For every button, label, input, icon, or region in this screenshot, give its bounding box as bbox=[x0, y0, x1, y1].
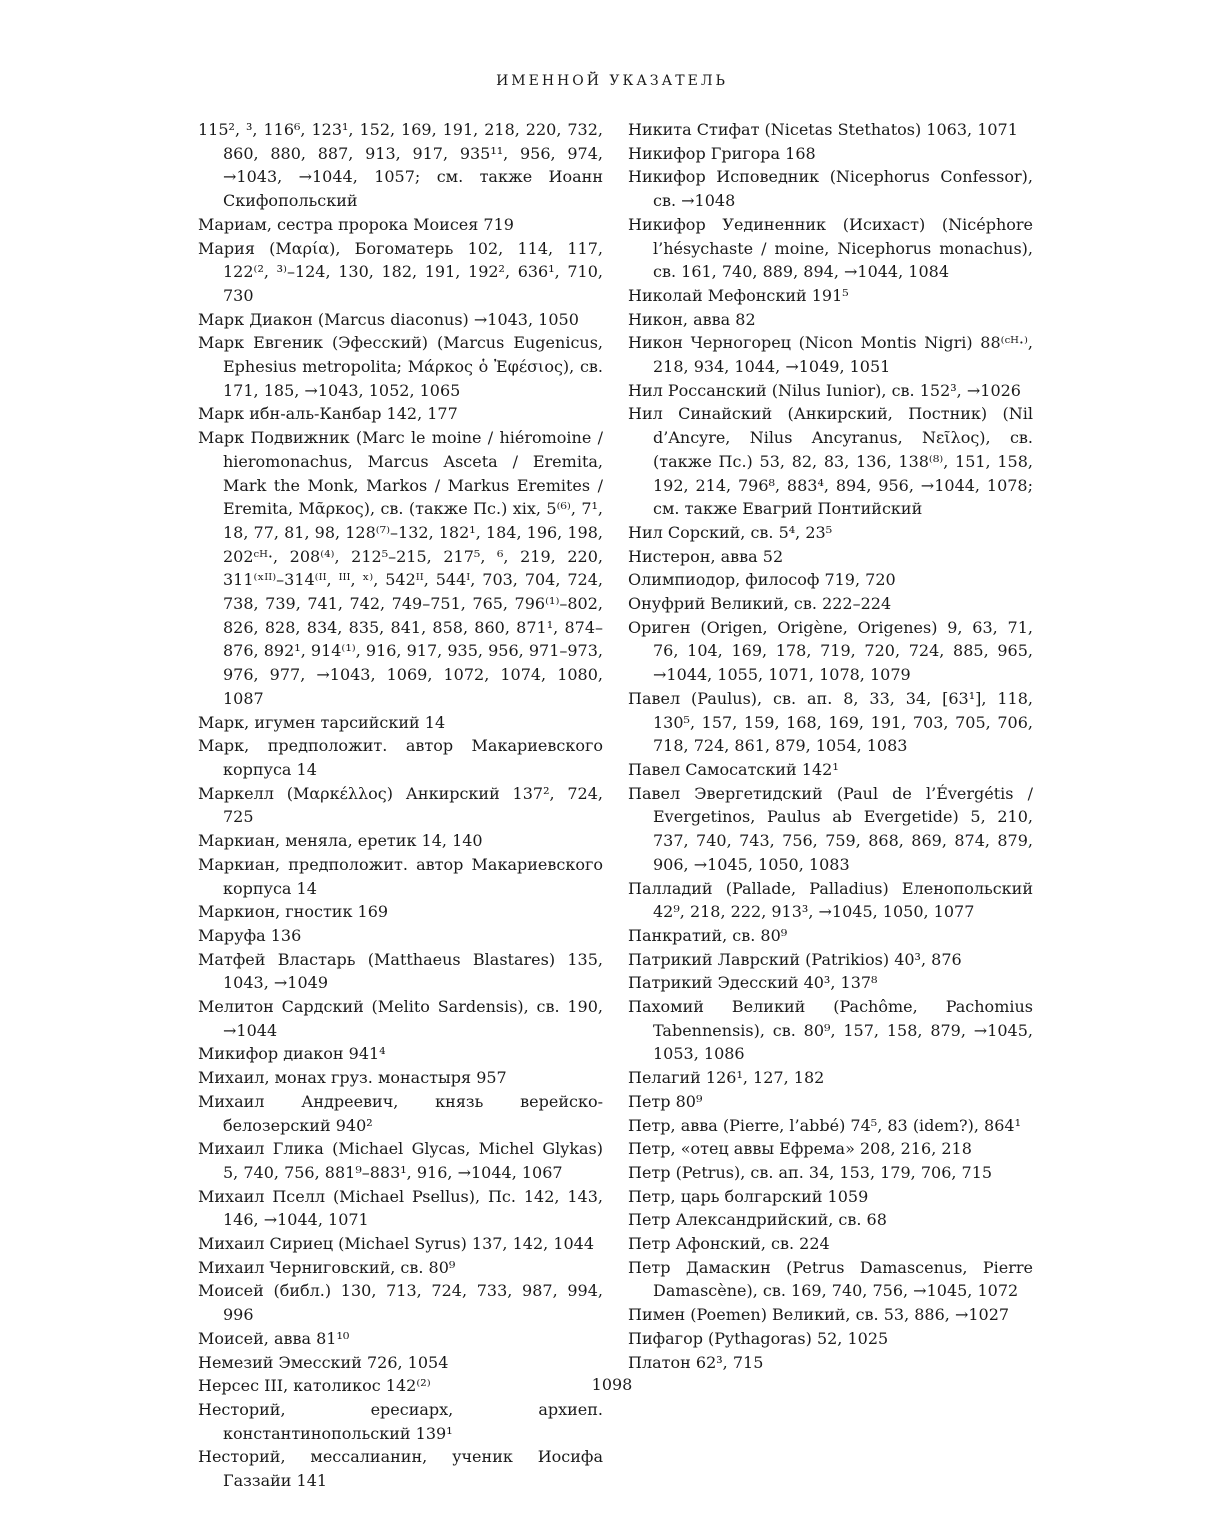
index-entry: Онуфрий Великий, св. 222–224 bbox=[628, 594, 892, 614]
index-entry: Никифор Григора 168 bbox=[628, 143, 816, 163]
index-entry: Маруфа 136 bbox=[198, 925, 302, 945]
page-number: 1098 bbox=[591, 1375, 633, 1394]
index-entry: Палладий (Pallade, Palladius) Еленопольский 42⁹, 218, 222, 913³, →1045, 1050, 1077 bbox=[628, 878, 1033, 922]
index-entry: Михаил, монах груз. монастыря 957 bbox=[198, 1068, 507, 1088]
index-entry: Немезий Эмесский 726, 1054 bbox=[198, 1352, 449, 1372]
index-entry: Павел Самосатский 142¹ bbox=[628, 759, 839, 779]
index-entry: Михаил Глика (Michael Glycas, Michel Glykas) 5, 740, 756, 881⁹–883¹, 916, →1044, 1067 bbox=[198, 1139, 603, 1182]
index-entry: Пахомий Великий (Pachôme, Pachomius Tabennensis), св. 80⁹, 157, 158, 879, →1045, 1053, 1086 bbox=[628, 997, 1033, 1064]
running-header: ИМЕННОЙ УКАЗАТЕЛЬ bbox=[496, 73, 728, 89]
index-entry: Матфей Властарь (Matthaeus Blastares) 135, 1043, →1049 bbox=[198, 949, 603, 993]
index-entry: Николай Мефонский 191⁵ bbox=[628, 285, 849, 305]
index-entry: Михаил Черниговский, св. 80⁹ bbox=[198, 1257, 456, 1277]
index-column-left bbox=[198, 118, 603, 1493]
index-entry: Марк Евгеник (Эфесский) (Marcus Eugenicus, Ephesius metropolita; Μάρκος ὁ Ἐφέσιος), св. 171, 185, →1043, 1052, 1065 bbox=[198, 333, 603, 400]
index-entry: Петр Александрийский, св. 68 bbox=[628, 1210, 887, 1230]
index-entry: Нил Россанский (Nilus Iunior), св. 152³, →1026 bbox=[628, 380, 1021, 400]
index-entry: Петр, царь болгарский 1059 bbox=[628, 1186, 869, 1206]
index-entry: Никон Черногорец (Nicon Montis Nigri) 88⁽ᶜᴴ·⁾, 218, 934, 1044, →1049, 1051 bbox=[628, 333, 1033, 377]
index-entry: Патрикий Лаврский (Patrikios) 40³, 876 bbox=[628, 949, 962, 969]
index-entry: Мелитон Сардский (Melito Sardensis), св. 190, →1044 bbox=[198, 997, 603, 1040]
index-entry: Патрикий Эдесский 40³, 137⁸ bbox=[628, 973, 878, 993]
index-entry: Олимпиодор, философ 719, 720 bbox=[628, 570, 896, 590]
index-entry: Марк Подвижник (Marc le moine / hiéromoine / hieromonachus, Marcus Asceta / Eremita, Mark the Monk, Markos / Markus Eremites / Eremita, Μᾶρκος), св. (также Пс.) xix, 5⁽⁶⁾, 7¹, 18, 77, 81, 98, 128⁽⁷⁾–132, 182¹, 184, 196, 198, 202ᶜᴴ·, 208⁽⁴⁾, 212⁵–215, 217⁵, ⁶, 219, 220, 311⁽ˣᴵᴵ⁾–314⁽ᴵᴵ, ᴵᴵᴵ, ˣ⁾, 542ᴵᴵ, 544ᴵ, 703, 704, 724, 738, 739, 741, 742, 749–751, 765, 796⁽¹⁾–802, 826, 828, 834, 835, 841, 858, 860, 871¹, 874–876, 892¹, 914⁽¹⁾, 916, 917, 935, 956, 971–973, 976, 977, →1043, 1069, 1072, 1074, 1080, 1087 bbox=[198, 428, 603, 708]
index-entry: Нил Сорский, св. 5⁴, 23⁵ bbox=[628, 522, 833, 542]
index-entry: Панкратий, св. 80⁹ bbox=[628, 925, 788, 945]
index-entry: Несторий, мессалианин, ученик Иосифа Газзайи 141 bbox=[198, 1447, 603, 1491]
index-entry: Петр Дамаскин (Petrus Damascenus, Pierre Damascène), св. 169, 740, 756, →1045, 1072 bbox=[628, 1257, 1033, 1301]
index-entry: Никита Стифат (Nicetas Stethatos) 1063, 1071 bbox=[628, 120, 1018, 139]
index-entry: Пифагор (Pythagoras) 52, 1025 bbox=[628, 1328, 889, 1348]
index-entry: Пелагий 126¹, 127, 182 bbox=[628, 1068, 825, 1088]
index-entry: Михаил Андреевич, князь верейско-белозерский 940² bbox=[198, 1091, 603, 1135]
index-entry: Микифор диакон 941⁴ bbox=[198, 1044, 386, 1064]
index-entry: Павел Эвергетидский (Paul de l’Évergétis / Evergetinos, Paulus ab Evergetide) 5, 210, 737, 740, 743, 756, 759, 868, 869, 874, 879, 906, →1045, 1050, 1083 bbox=[628, 783, 1033, 874]
index-entry: Маркелл (Μαρκέλλος) Анкирский 137², 724, 725 bbox=[198, 783, 603, 827]
index-entry: Ориген (Origen, Origène, Origenes) 9, 63, 71, 76, 104, 169, 178, 719, 720, 724, 885, 965, →1044, 1055, 1071, 1078, 1079 bbox=[628, 617, 1033, 685]
index-entry: Моисей (библ.) 130, 713, 724, 733, 987, 994, 996 bbox=[198, 1281, 603, 1325]
index-column-right bbox=[628, 118, 1033, 1374]
index-entry: Марк, предположит. автор Макариевского корпуса 14 bbox=[198, 736, 603, 779]
index-entry: Петр, «отец аввы Ефрема» 208, 216, 218 bbox=[628, 1139, 972, 1159]
index-entry: Марк Диакон (Marcus diaconus) →1043, 1050 bbox=[198, 309, 579, 329]
index-entry: Маркион, гностик 169 bbox=[198, 902, 389, 922]
index-entry: Мария (Μαρία), Богоматерь 102, 114, 117, 122⁽², ³⁾–124, 130, 182, 191, 192², 636¹, 710, 730 bbox=[198, 238, 603, 305]
index-entry: 115², ³, 116⁶, 123¹, 152, 169, 191, 218, 220, 732, 860, 880, 887, 913, 917, 935¹¹, 956, 974, →1043, →1044, 1057; см. также Иоанн Скифопольский bbox=[198, 120, 603, 211]
index-entry: Никон, авва 82 bbox=[628, 309, 756, 329]
index-entry: Петр 80⁹ bbox=[628, 1091, 703, 1111]
index-entry: Несторий, ересиарх, архиеп. константинопольский 139¹ bbox=[198, 1399, 603, 1443]
index-entry: Мариам, сестра пророка Моисея 719 bbox=[198, 214, 514, 234]
index-entry: Петр (Petrus), св. ап. 34, 153, 179, 706, 715 bbox=[628, 1162, 993, 1182]
index-entry: Нистерон, авва 52 bbox=[628, 546, 784, 566]
index-entry: Михаил Сириец (Michael Syrus) 137, 142, 1044 bbox=[198, 1234, 595, 1254]
index-entry: Моисей, авва 81¹⁰ bbox=[198, 1328, 350, 1348]
index-entry: Никифор Исповедник (Nicephorus Confessor), св. →1048 bbox=[628, 167, 1033, 211]
index-entry: Нерсес III, католикос 142⁽²⁾ bbox=[198, 1376, 431, 1396]
index-entry: Павел (Paulus), св. ап. 8, 33, 34, [63¹], 118, 130⁵, 157, 159, 168, 169, 191, 703, 705, 706, 718, 724, 861, 879, 1054, 1083 bbox=[628, 688, 1033, 756]
index-entry: Петр Афонский, св. 224 bbox=[628, 1234, 830, 1254]
index-entry: Маркиан, меняла, еретик 14, 140 bbox=[198, 831, 483, 851]
index-entry: Нил Синайский (Анкирский, Постник) (Nil d’Ancyre, Nilus Ancyranus, Νεῖλος), св. (также Пс.) 53, 82, 83, 136, 138⁽⁸⁾, 151, 158, 192, 214, 796⁸, 883⁴, 894, 956, →1044, 1078; см. также Евагрий Понтийский bbox=[628, 404, 1033, 519]
index-entry: Петр, авва (Pierre, l’abbé) 74⁵, 83 (idem?), 864¹ bbox=[628, 1115, 1021, 1135]
index-entry: Михаил Пселл (Michael Psellus), Пс. 142, 143, 146, →1044, 1071 bbox=[198, 1186, 603, 1230]
index-entry: Марк ибн-аль-Канбар 142, 177 bbox=[198, 404, 458, 424]
index-entry: Маркиан, предположит. автор Макариевского корпуса 14 bbox=[198, 854, 603, 898]
index-entry: Пимен (Poemen) Великий, св. 53, 886, →1027 bbox=[628, 1305, 1010, 1325]
index-entry: Марк, игумен тарсийский 14 bbox=[198, 712, 446, 732]
index-entry: Никифор Уединенник (Исихаст) (Nicéphore l’hésychaste / moine, Nicephorus monachus), св. 161, 740, 889, 894, →1044, 1084 bbox=[628, 214, 1033, 282]
index-entry: Платон 62³, 715 bbox=[628, 1352, 764, 1372]
